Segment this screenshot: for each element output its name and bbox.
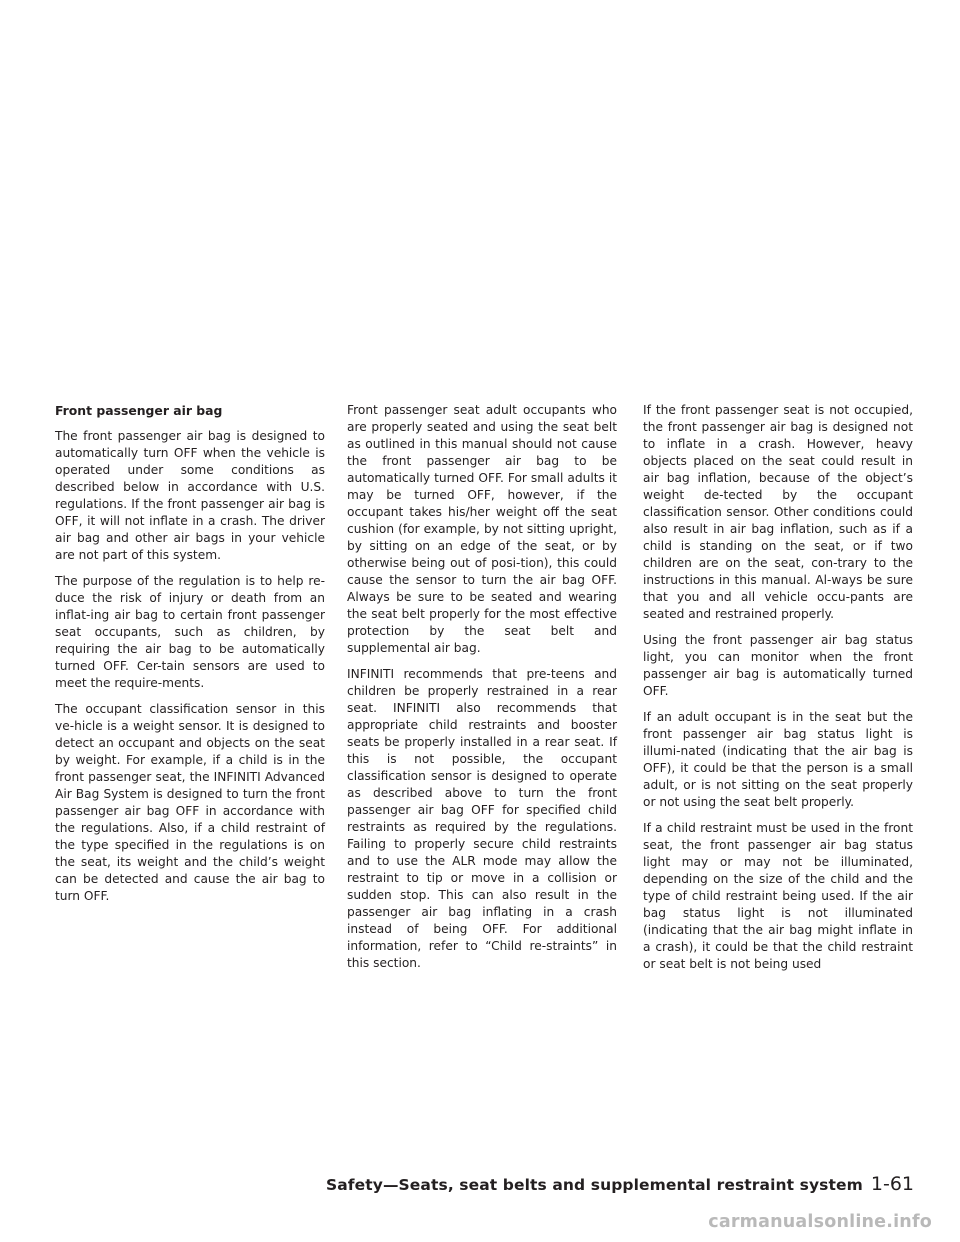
paragraph: The purpose of the regulation is to help re-duce the risk of injury or death from an inflat-ing air bag to certain front passenger seat occupants, such as children, by requiring the air bag to be automatically turned OFF. Cer-tain sensors are used to meet the require-ments.	[55, 574, 325, 690]
paragraph: Using the front passenger air bag status light, you can monitor when the front passenger air bag is automatically turned OFF.	[643, 633, 913, 698]
chapter-title: Safety—Seats, seat belts and supplemental restraint system	[325, 1176, 863, 1194]
paragraph: If the front passenger seat is not occupied, the front passenger air bag is designed not to inflate in a crash. However, heavy objects placed on the seat could result in air bag inflation, because of the object’s weight de-tected by the occupant classification sensor. Other conditions could also result in air bag inflation, such as if a child is standing on the seat, or if two children are on the seat, con-trary to the instructions in this manual. Al-ways be sure that you and all vehicle occu-pants are seated and restrained properly.	[643, 403, 913, 621]
watermark-text: carmanualsonline.info	[708, 1212, 932, 1232]
section-heading: Front passenger air bag	[55, 403, 223, 418]
paragraph: If an adult occupant is in the seat but the front passenger air bag status light is illumi-nated (indicating that the air bag is OFF), it could be that the person is a small adult, or is not sitting on the seat properly or not using the seat belt properly.	[643, 710, 913, 809]
paragraph: INFINITI recommends that pre-teens and children be properly restrained in a rear seat. INFINITI also recommends that appropriate child restraints and booster seats be properly installed in a rear seat. If this is not possible, the occupant classification sensor is designed to operate as described above to turn the front passenger air bag OFF for specified child restraints as required by the regulations. Failing to properly secure child restraints and to use the ALR mode may allow the restraint to tip or move in a collision or sudden stop. This can also result in the passenger air bag inflating in a crash instead of being OFF. For additional information, refer to “Child re-straints” in this section.	[347, 667, 617, 970]
text-column-3	[643, 402, 913, 982]
page-footer	[326, 1173, 914, 1195]
page-number: 1-61	[870, 1173, 914, 1195]
paragraph: The occupant classification sensor in this ve-hicle is a weight sensor. It is designed to detect an occupant and objects on the seat by weight. For example, if a child is in the front passenger seat, the INFINITI Advanced Air Bag System is designed to turn the front passenger air bag OFF in accordance with the regulations. Also, if a child restraint of the type specified in the regulations is on the seat, its weight and the child’s weight can be detected and cause the air bag to turn OFF.	[55, 702, 325, 903]
paragraph: The front passenger air bag is designed to automatically turn OFF when the vehicle is operated under some conditions as described below in accordance with U.S. regulations. If the front passenger air bag is OFF, it will not inflate in a crash. The driver air bag and other air bags in your vehicle are not part of this system.	[55, 429, 325, 562]
text-column-1	[55, 402, 325, 914]
paragraph: Front passenger seat adult occupants who are properly seated and using the seat belt as outlined in this manual should not cause the front passenger air bag to be automatically turned OFF. For small adults it may be turned OFF, however, if the occupant takes his/her weight off the seat cushion (for example, by not sitting upright, by sitting on an edge of the seat, or by otherwise being out of posi-tion), this could cause the sensor to turn the air bag OFF. Always be sure to be seated and wearing the seat belt properly for the most effective protection by the seat belt and supplemental air bag.	[347, 403, 617, 655]
text-column-2	[347, 402, 617, 981]
paragraph: If a child restraint must be used in the front seat, the front passenger air bag status light may or may not be illuminated, depending on the size of the child and the type of child restraint being used. If the air bag status light is not illuminated (indicating that the air bag might inflate in a crash), it could be that the child restraint or seat belt is not being used	[643, 821, 913, 971]
